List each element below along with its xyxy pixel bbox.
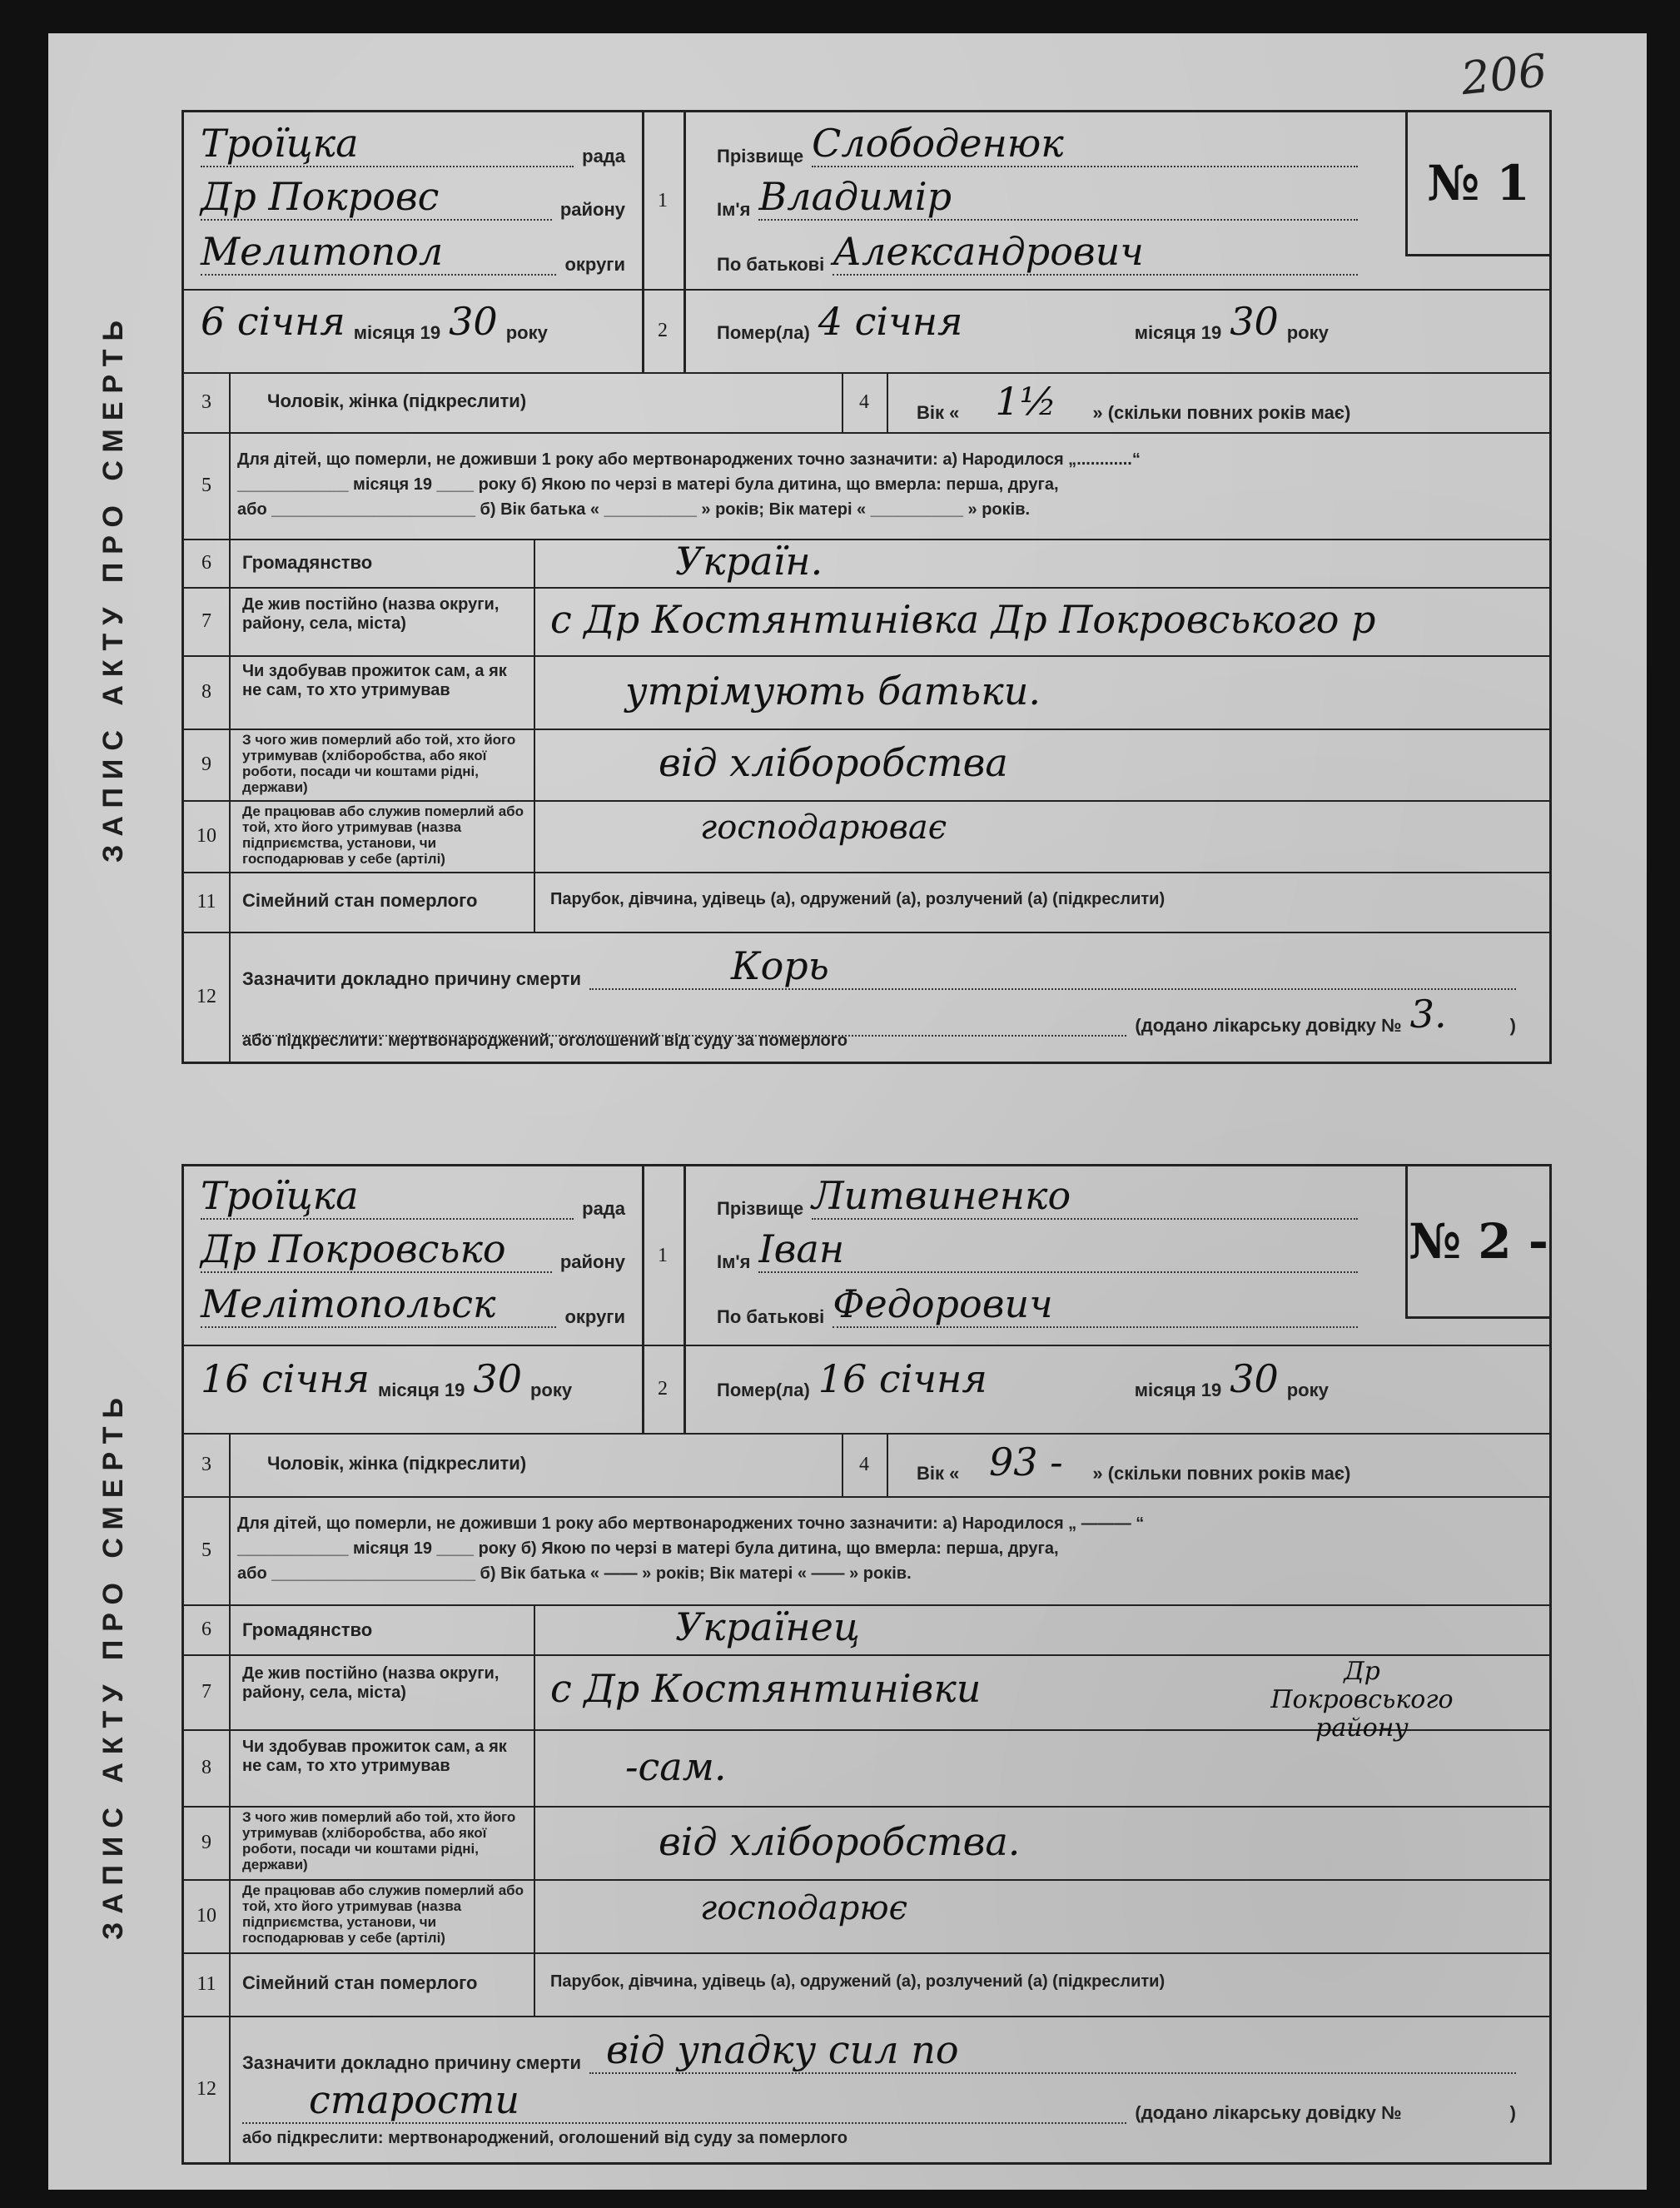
- patronymic-value: Федорович: [833, 1281, 1358, 1328]
- livelihood-value: утрімують батьки.: [625, 669, 1041, 714]
- rada-value: Троїцка: [201, 121, 574, 167]
- name-value: Владимір: [758, 174, 1358, 221]
- age-value: 1½: [995, 379, 1057, 424]
- citizenship-value: Україн.: [675, 539, 823, 584]
- registration-date: 6 січня: [201, 299, 345, 344]
- row-6-citizenship: 6 Громадянство Українец: [184, 1604, 1549, 1656]
- death-date: 4 січня: [818, 299, 963, 344]
- row-7-residence: 7 Де жив постійно (назва округи, району, села, міста) с Др Костянтинівка Др Покровського р: [184, 587, 1549, 657]
- raion-value: Др Покровс: [201, 174, 552, 221]
- registration-date: 16 січня: [201, 1356, 370, 1401]
- sex-label: Чоловік, жінка (підкреслити): [267, 390, 527, 411]
- residence-value: с Др Костянтинівка Др Покровського р: [550, 597, 1376, 642]
- citizenship-value: Українец: [675, 1604, 860, 1649]
- row-6-citizenship: 6 Громадянство Україн.: [184, 539, 1549, 589]
- row-9-income: 9 З чого жив померлий або той, хто його утримував (хліборобства, або якої роботи, посади чи коштами рідні, держави) від хліборобства.: [184, 1806, 1549, 1881]
- residence-value: с Др Костянтинівки: [550, 1666, 982, 1711]
- header-block: Троїцка рада Др Покровс району Мелитопол округи 6 січня місяця 19 30 року 1 2 Прізвище Слободенюк Ім'я Владимір По батькові Александрович № 1 Помер(ла) 4 січня місяця 19 30 року: [184, 112, 1549, 374]
- okruga-value: Мелітопольск: [201, 1281, 556, 1328]
- cause-value-2: старости: [242, 2077, 1126, 2124]
- death-record-form-2: [97, 1164, 1552, 2165]
- row-3-4: 3 Чоловік, жінка (підкреслити) 4 Вік « 1½ » (скільки повних років має): [184, 372, 1549, 434]
- archive-number: 206: [1458, 43, 1550, 106]
- row-11-marital: 11 Сімейний стан померлого Парубок, дівчина, удівець (а), одружений (а), розлучений (а) (підкреслити): [184, 1952, 1549, 2017]
- row-8-livelihood: 8 Чи здобував прожиток сам, а як не сам, то хто утримував утрімують батьки.: [184, 655, 1549, 730]
- death-year: 30: [1230, 1356, 1279, 1401]
- side-title: ЗАПИС АКТУ ПРО СМЕРТЬ: [97, 311, 129, 863]
- death-year: 30: [1230, 299, 1279, 344]
- rada-value: Троїцка: [201, 1173, 574, 1220]
- cause-value: від упадку сил по: [589, 2027, 1516, 2074]
- row-12-cause: 12 Зазначити докладно причину смерти від упадку сил по старости (додано лікарську довідку № ) або підкреслити: мертвонароджений, оголошений від суду за померлого: [184, 2016, 1549, 2162]
- registration-year: 30: [449, 299, 498, 344]
- deceased-identity: Прізвище Слободенюк Ім'я Владимір По батькові Александрович № 1 Помер(ла) 4 січня місяця 19 30 року: [683, 112, 1549, 372]
- record-number: № 1: [1405, 112, 1549, 256]
- surname-value: Литвиненко: [812, 1173, 1358, 1220]
- side-title: ЗАПИС АКТУ ПРО СМЕРТЬ: [97, 1389, 129, 1940]
- row-3-4: 3 Чоловік, жінка (підкреслити) 4 Вік « 93 - » (скільки повних років має): [184, 1433, 1549, 1498]
- registration-year: 30: [473, 1356, 522, 1401]
- document-page: [48, 33, 1647, 2190]
- okruga-value: Мелитопол: [201, 229, 556, 276]
- row-11-marital: 11 Сімейний стан померлого Парубок, дівчина, удівець (а), одружений (а), розлучений (а) (підкреслити): [184, 872, 1549, 933]
- row-10-workplace: 10 Де працював або служив померлий або той, хто його утримував (назва підприємства, установи, чи господарював у себе (артілі) господарюває: [184, 800, 1549, 873]
- death-date: 16 січня: [818, 1356, 987, 1401]
- income-value: від хліборобства: [659, 740, 1008, 785]
- row-10-workplace: 10 Де працював або служив померлий або той, хто його утримував (назва підприємства, установи, чи господарював у себе (артілі) господарює: [184, 1879, 1549, 1954]
- surname-value: Слободенюк: [812, 121, 1358, 167]
- death-record-form-1: [97, 110, 1552, 1064]
- raion-value: Др Покровсько: [201, 1226, 552, 1273]
- row-9-income: 9 З чого жив померлий або той, хто його утримував (хліборобства, або якої роботи, посади чи коштами рідні, держави) від хліборобства: [184, 729, 1549, 802]
- row-5-children: 5 Для дітей, що померли, не доживши 1 року або мертвонароджених точно зазначити: а) Народилося „............“ ____________ місяця 19 ____ року б) Якою по черзі в матері була дитина, що вмерла: перша, друга, або ______________________ б) Вік батька « __________ » років; Вік матері « __________ » років.: [184, 432, 1549, 540]
- marital-options: Парубок, дівчина, удівець (а), одружений (а), розлучений (а) (підкреслити): [550, 1972, 1166, 1991]
- residence-extra: Др Покровського району: [1270, 1657, 1454, 1743]
- income-value: від хліборобства.: [659, 1819, 1021, 1864]
- name-value: Іван: [758, 1226, 1358, 1273]
- cert-number: 3.: [1409, 992, 1447, 1037]
- age-value: 93 -: [989, 1440, 1063, 1484]
- workplace-value: господарюває: [700, 808, 947, 847]
- deceased-identity: Прізвище Литвиненко Ім'я Іван По батькові Федорович № 2 - Помер(ла) 16 січня місяця 19 30 року: [683, 1166, 1549, 1433]
- patronymic-value: Александрович: [833, 229, 1358, 276]
- row-5-children: 5 Для дітей, що померли, не доживши 1 року або мертвонароджених точно зазначити: а) Народилося „ ——— “ ____________ місяця 19 ____ року б) Якою по черзі в матері була дитина, що вмерла: перша, друга, або ______________________ б) Вік батька « —— » років; Вік матері « —— » років.: [184, 1496, 1549, 1606]
- marital-options: Парубок, дівчина, удівець (а), одружений (а), розлучений (а) (підкреслити): [550, 890, 1166, 908]
- livelihood-value: -сам.: [625, 1744, 727, 1789]
- cause-value: Корь: [589, 943, 1516, 990]
- record-number: № 2 -: [1405, 1166, 1549, 1319]
- registry-office: Троїцка рада Др Покровсько району Мелітопольск округи 16 січня місяця 19 30 року: [184, 1166, 644, 1433]
- header-block: Троїцка рада Др Покровсько району Мелітопольск округи 16 січня місяця 19 30 року 1 2 Прізвище Литвиненко Ім'я Іван По батькові Федорович № 2 - Помер(ла) 16 січня місяця 19 30 року: [184, 1166, 1549, 1435]
- sex-label: Чоловік, жінка (підкреслити): [267, 1453, 527, 1474]
- registry-office: Троїцка рада Др Покровс району Мелитопол округи 6 січня місяця 19 30 року: [184, 112, 644, 372]
- row-12-cause: 12 Зазначити докладно причину смерти Корь (додано лікарську довідку № 3. ) або підкреслити: мертвонароджений, оголошений від суду за померлого: [184, 932, 1549, 1062]
- workplace-value: господарює: [700, 1889, 907, 1927]
- row-8-livelihood: 8 Чи здобував прожиток сам, а як не сам, то хто утримував -сам.: [184, 1729, 1549, 1808]
- row-7-residence: 7 Де жив постійно (назва округи, району, села, міста) с Др Костянтинівки Др Покровського району: [184, 1654, 1549, 1731]
